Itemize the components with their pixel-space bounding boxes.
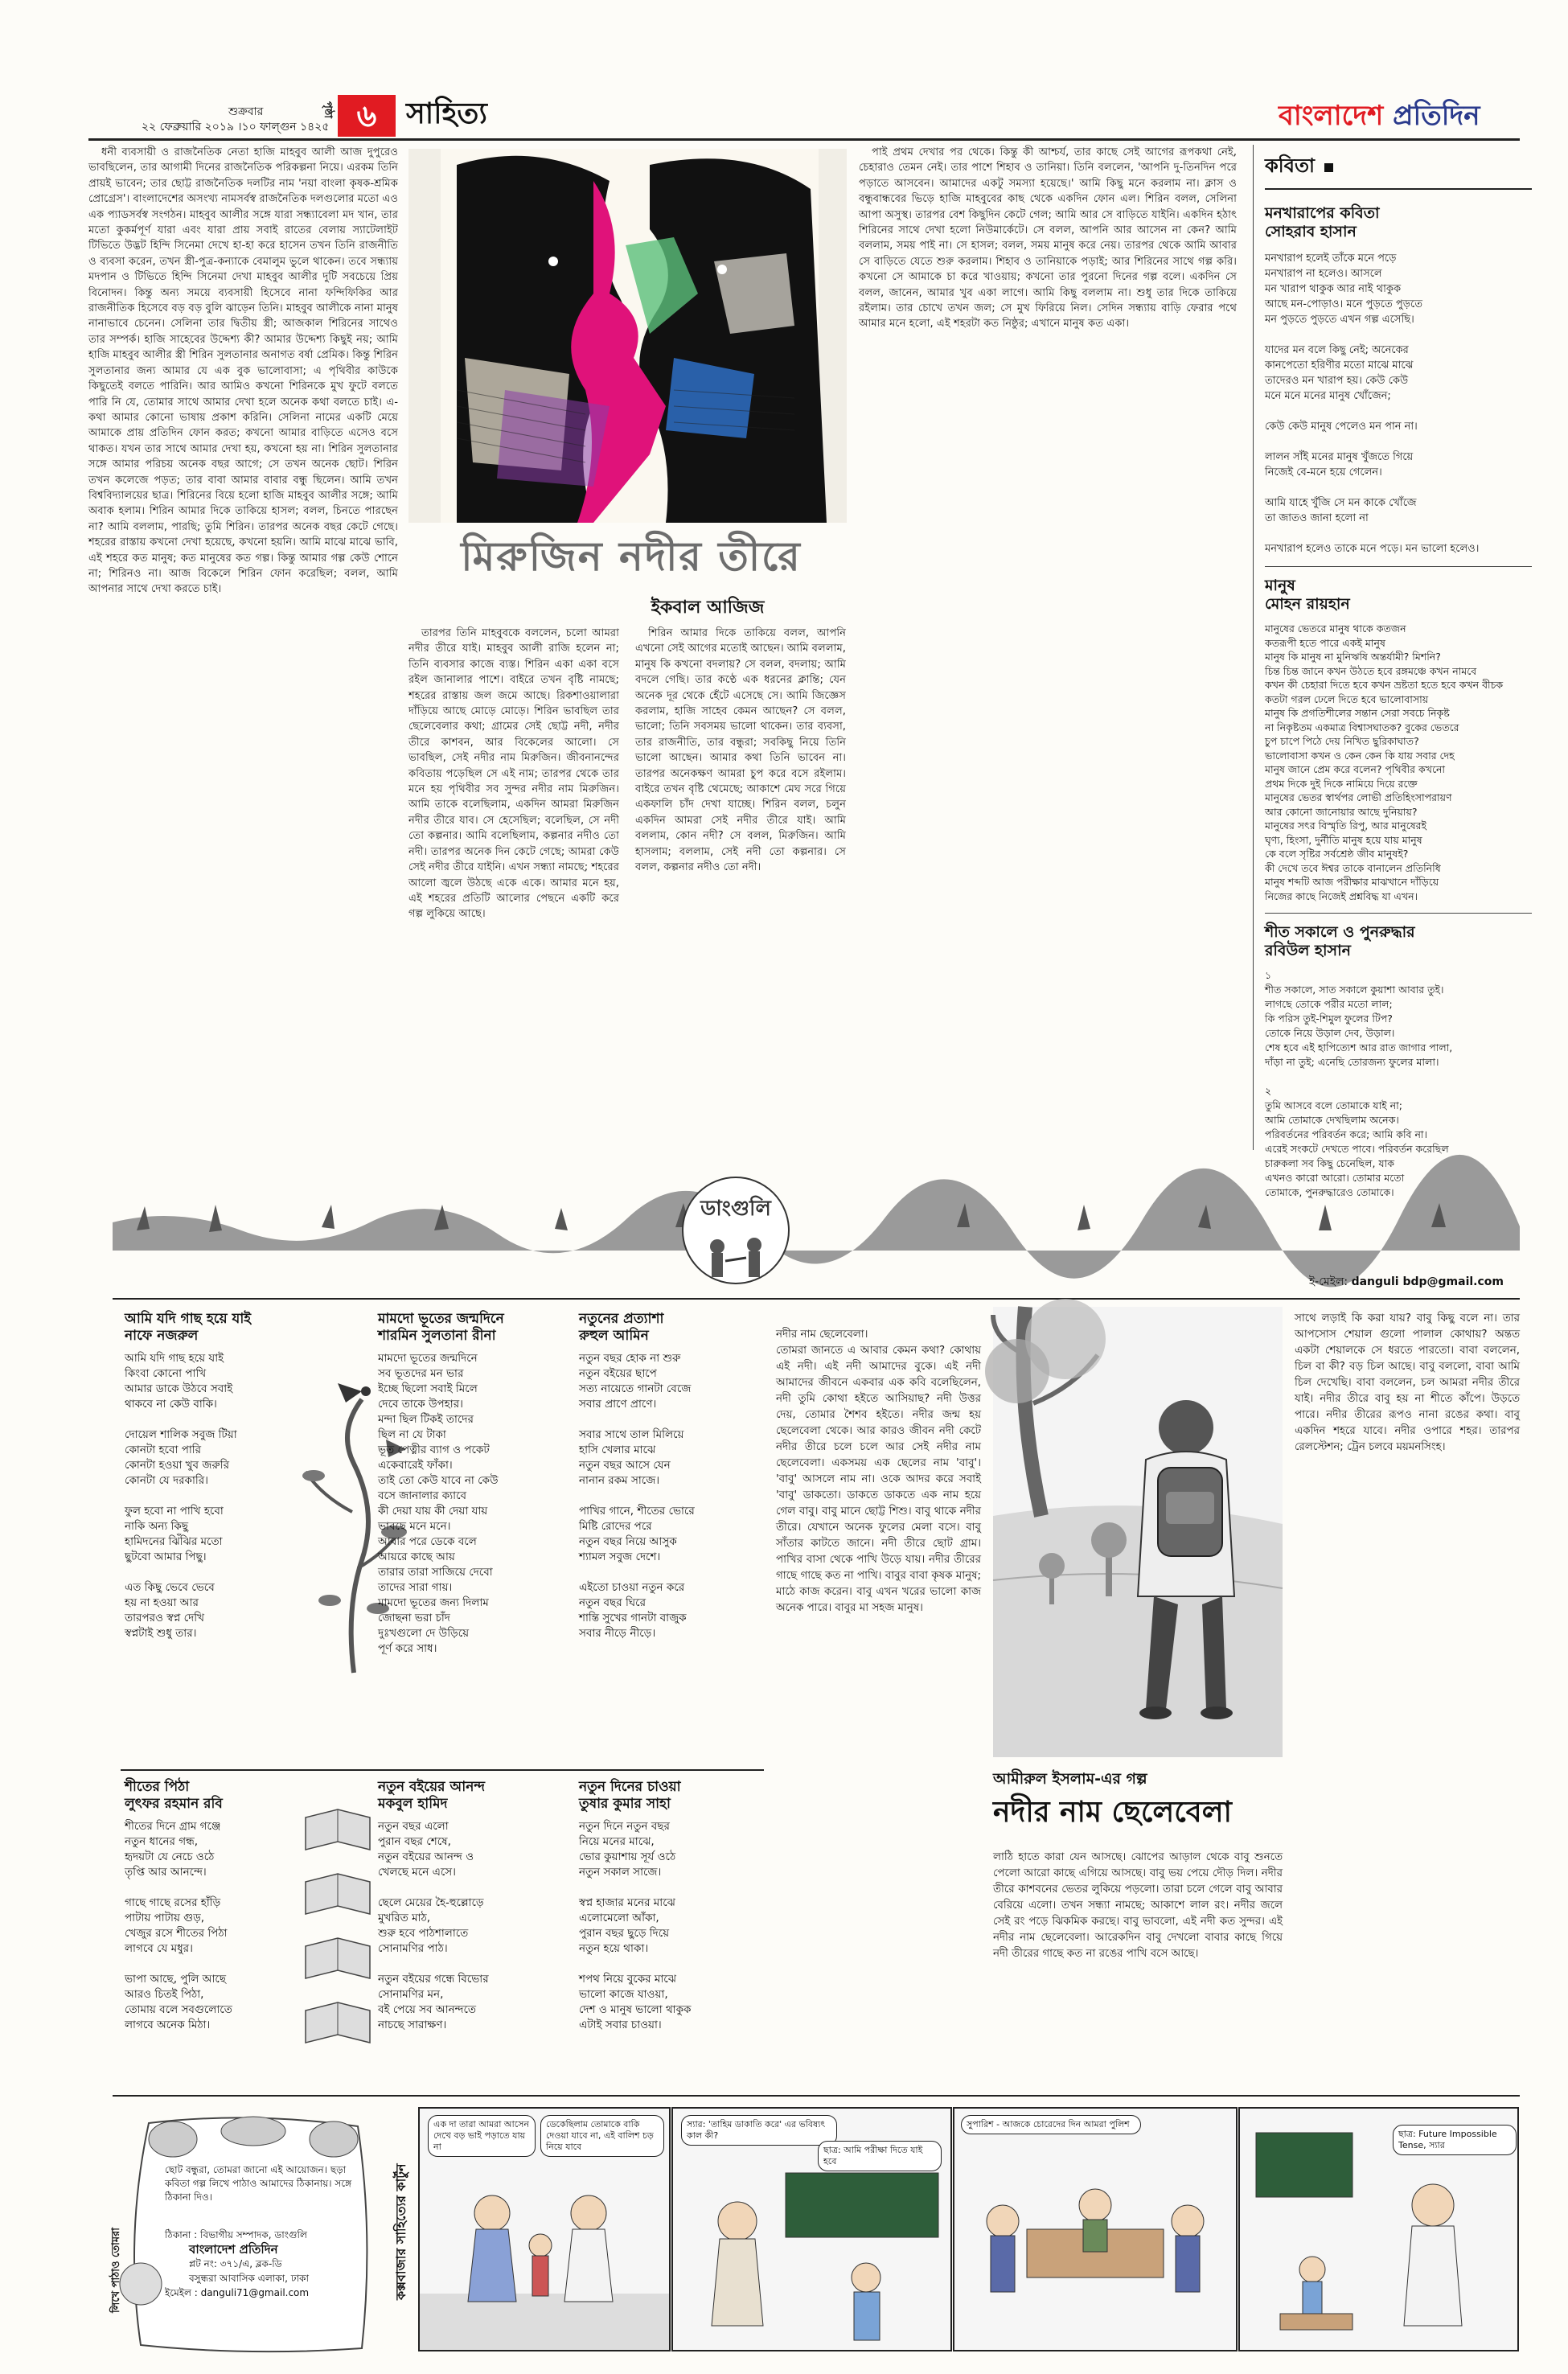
page-number: ৬ <box>356 98 377 133</box>
books-art <box>298 1801 378 2067</box>
poem3-title: শীত সকালে ও পুনরুদ্ধার <box>1265 923 1415 941</box>
contact-box <box>110 2115 382 2356</box>
dpoem5-author: মকবুল হামিদ <box>378 1796 448 1812</box>
dangguli-email-row <box>1309 1272 1504 1292</box>
boy-backpack-illustration <box>993 1307 1283 1757</box>
page-label: পৃষ্ঠা <box>322 101 334 119</box>
comic-panel-3-art <box>954 2109 1236 2350</box>
dangguli-poem-5 <box>378 1779 563 2084</box>
dstory-column-1 <box>776 1311 981 2083</box>
dangguli-banner <box>113 1174 1520 1295</box>
story-illustration <box>408 149 847 523</box>
dpoem6-body: নতুন দিনে নতুন বছর নিয়ে মনের মাঝে, ভোর কুয়াশায় সূর্য ওঠে নতুন সকাল সাজে। স্বপ্ন হাজার মনের মাঝে এলোমেলো আঁকা, পুরান বছর ছুড়ে দিয়ে নতুন হয়ে থাকা। শপথ নিয়ে বুকের মাঝে ভালো কাজে যাওয়া, দেশ ও মানুষ ভালো থাকুক এটাই সবার চাওয়া। <box>579 1820 692 2031</box>
dpoem6-author: তুষার কুমার সাহা <box>579 1796 671 1812</box>
dpoem4-author: লুৎফর রহমান রবি <box>125 1796 223 1812</box>
kobita-heading-row <box>1265 145 1532 190</box>
comic-bubble-2: ডেকেছিলাম তোমাকে বাকি দেওয়া যাবে না, এই বালিশ চড় নিয়ে যাবে <box>540 2115 664 2157</box>
square-icon <box>1324 163 1333 172</box>
masthead-part2: প্রতিদিন <box>1393 100 1480 132</box>
kobita-column <box>1253 145 1532 1198</box>
comic-bubble-4: ছাত্র: আমি পরীক্ষা দিতে যাই হবে <box>818 2141 942 2171</box>
comic-panel-1 <box>418 2107 671 2351</box>
boy-backpack-art <box>993 1307 1283 1757</box>
poem3-author: রবিউল হাসান <box>1265 942 1351 959</box>
dpoem2-title: মামদো ভূতের জন্মদিনে <box>378 1311 504 1327</box>
contact-paper: বাংলাদেশ প্রতিদিন <box>189 2242 278 2257</box>
dangguli-email-label: ই-মেইল: <box>1308 1275 1348 1288</box>
dangguli-email[interactable]: danguli bdp@gmail.com <box>1351 1275 1504 1288</box>
dpoem3-body: নতুন বছর হোক না শুরু নতুন বইয়ের ছাপে সত্য নায়েতে গানটা বেজে সবার প্রাণে প্রাণে। সবার সাথে তাল মিলিয়ে হাসি খেলার মাঝে নতুন বছর আসে যেন নানান রকম সাজে। পাখির গানে, শীতের ভোরে মিষ্টি রোদের পরে নতুন বছর নিয়ে আসুক শ্যামল সবুজ দেশে। এইতো চাওয়া নতুন করে নতুন বছর ঘিরে শান্তি সুখের গানটা বাজুক সবার নীড়ে নীড়ে। <box>579 1352 695 1640</box>
faces-illustration <box>408 149 847 523</box>
dpoem2-author: শারমিন সুলতানা রীনা <box>378 1328 496 1344</box>
comic-panel-2 <box>671 2107 952 2351</box>
contact-area: বসুন্ধরা আবাসিক এলাকা, ঢাকা <box>189 2273 309 2284</box>
dpoem5-title: নতুন বইয়ের আনন্দ <box>378 1779 486 1795</box>
comics-vertical-title: কক্সবাজার সাহিত্যের কার্টুন <box>393 2163 408 2300</box>
poem2-author: মোহন রায়হান <box>1265 595 1350 613</box>
comic-panel-3 <box>953 2107 1238 2351</box>
story-col2-text: তারপর তিনি মাহবুবকে বললেন, চলো আমরা নদীর তীরে যাই। মাহবুব আলী রাজি হলেন না; তিনি ব্যবসার কাজে ব্যস্ত। শিরিন একা একা বসে রইল জানালার পাশে। বাইরে তখন বৃষ্টি নামছে; শহরের রাস্তায় জল জমে আছে। রিকশাওয়ালারা দাঁড়িয়ে আছে মোড়ে মোড়ে। শিরিন ভাবছিল তার ছেলেবেলার কথা; গ্রামের সেই ছোট্ট নদী, নদীর তীরে কাশবন, আর বিকেলের আলো। সে ভাবছিল, সেই নদীর নাম মিরুজিন। জীবনানন্দের কবিতায় পড়েছিল সে এই নাম; তারপর থেকে তার মনে হয় পৃথিবীর সব সুন্দর নদীর নাম মিরুজিন। আমি তাকে বলেছিলাম, একদিন আমরা মিরুজিন নদীর তীরে যাব। সে হেসেছিল; বলেছিল, সে নদী তো কল্পনার। আমি বলেছিলাম, কল্পনার নদীও তো নদী। তারপর অনেক দিন কেটে গেছে; আমরা কেউ সেই নদীর তীরে যাইনি। এখন সন্ধ্যা নামছে; শহরের আলো জ্বলে উঠছে একে একে। আমার মনে হয়, এই শহরের প্রতিটি আলোর পেছনে একটি করে গল্প লুকিয়ে আছে। <box>408 627 619 921</box>
masthead-part1: বাংলাদেশ <box>1279 100 1394 132</box>
poem3-body: ১ শীত সকালে, সাত সকালে কুয়াশা আবার তুই। লাগছে তোকে পরীর মতো লাল; কি পরিস তুই-শিমুল ফুলের টিপ? তোকে নিয়ে উড়াল দেব, উড়াল। শেষ হবে এই হাপিত্যেশ আর রাত জাগার পালা, দাঁড়া না তুই; এনেছি তোরজন্য ফুলের মালা। ২ তুমি আসবে বলে তোমাকে যাই না; আমি তোমাকে দেখছিলাম অনেক। পরিবর্তনের পরিবর্তন করে; আমি কবি না। এরেই সংকটে দেখতে পাবে। পরিবর্তন করেছিল চারুকলা সব কিছু চেনেছিল, যাক এখনও কারো আরো। তোমার মতো তোমাকে, পুনরুদ্ধারেও তোমাকে। <box>1265 969 1453 1198</box>
kobita-heading: কবিতা <box>1265 154 1315 177</box>
story-column-2 <box>408 626 619 1150</box>
dangguli-poem-4 <box>125 1779 285 2084</box>
dangguli-rule <box>113 1298 1520 1300</box>
dangguli-poem-2 <box>378 1311 567 1761</box>
contact-tag: লিখে পাঠাও তোমরা <box>110 2228 122 2314</box>
dangguli-logo-text: ডাংগুলি <box>700 1197 771 1221</box>
dpoem1-author: নাফে নজরুল <box>125 1328 199 1344</box>
comics-rule <box>113 2095 1520 2097</box>
poem2-title: মানুষ <box>1265 577 1295 594</box>
story-column-4 <box>859 145 1237 1150</box>
dstory-col3-text: সাথে লড়াই কি করা যায়? বাবু কিছু বলে না। তার আপসোস শেয়াল গুলো পালাল কোথায়? অন্তত একটা শেয়ালকে সে ধরতে পারতো। বাবা বললেন, চিল বা কী? বড় চিল আছে। বাবু বললো, বাবা আমি চিল দেখেছি। বাবা বললেন, চল আমরা নদীর তীরে যাই। নদীর তীরে বাবু হয় না শীতে কাঁপে। উড়তে পারে। নদীর তীরের রূপও নানা রঙের কথা। বাবু একদিন শহরে যাবে। নদীর ওপারে শহর। তারপর রেলস্টেশন; ট্রেন চলবে ময়মনসিংহ। <box>1295 1312 1520 1453</box>
poem2-body: মানুষের ভেতরে মানুষ থাকে কতজন কতরূপী হতে পারে একই মানুষ মানুষ কি মানুষ না মুনিঋষি অন্তর্যামী? মিশনি? চিন্ত চিন্ত জানে কখন উঠতে হবে রঙ্গমঞ্চে কখন নামবে কখন কী চেহারা দিতে হবে কখন ভ্রষ্টতা হতে হবে কখন বীচক কতটা গরল ঢেলে দিতে হবে ভালোবাসায় মানুষ কি প্রগতিশীলের সন্তান সেরা সবচে নিকৃষ্ট না নিকৃষ্টতম একমাত্র বিশ্বাসঘাতক? বুকের ভেতরে চুপ চাপে পিঠে দেয় নিখিত ছুরিকাঘাত? ভালোবাসা কখন ও কেন কেন কি যায় সবার দেহ মানুষ জানে প্রেম করে বলেন? পৃথিবীর কখনো প্রথম দিকে দুই দিকে নামিয়ে দিয়ে রক্তে মানুষের ভেতর স্বার্থপর লোভী প্রতিহিংসাপরায়ণ আর কোনো জানোয়ার আছে দুনিয়ায়? মানুষের সৎর বিস্মৃতি রিপু, আর মানুষেরই ঘৃণ্য, হিংসা, দুর্নীতি মানুষ হয়ে যায় মানুষ কে বলে সৃষ্টির সর্বশ্রেষ্ঠ জীব মানুষই? কী দেখে তবে ঈশ্বর তাকে বানালেন প্রতিনিধি মানুষ শব্দটি আজ পরীক্ষার মাঝখানে দাঁড়িয়ে নিজের কাছে নিজেই প্রশ্নবিদ্ধ যা এখন। <box>1265 622 1504 902</box>
dpoem3-author: রুহুল আমিন <box>579 1328 649 1344</box>
dpoem1-title: আমি যদি গাছ হয়ে যাই <box>125 1311 252 1327</box>
poem-divider <box>1265 566 1532 567</box>
dpoem1-body: আমি যদি গাছ হয়ে যাই কিংবা কোনো পাখি আমার ডাকে উঠবে সবাই থাকবে না কেউ বাকি। দোয়েল শালিক সবুজ টিয়া কোনটা হবো পারি কোনটা হওয়া খুব জরুরি কোনটা যে দরকারি। ফুল হবো না পাখি হবো নাকি অন্য কিছু হামিদনের ঝিঁঝির মতো ছুটবো আমার পিছু। এত কিছু ভেবে ভেবে হয় না হওয়া আর তারপরও স্বপ্ন দেখি স্বপ্নটাই শুধু তার। <box>125 1352 237 1640</box>
dpoem2-body: মামদো ভূতের জন্মদিনে সব ভূতদের মন ভার ইচ্ছে ছিলো সবাই মিলে দেবে তাকে উপহার। মন্দা ছিল টিকই তাদের ছিল না যে টাকা ভূত পেত্নীর ব্যাগ ও পকেট একেবারেই ফাঁকা। তাই তো কেউ যাবে না কেউ বসে জানালার ক্যাবে কী দেয়া যায় কী দেয়া যায় ভাবছে মনে মনে। আবার পরে ডেকে বলে আয়রে কাছে আয় তারার তারা সাজিয়ে দেবো তাদের সারা গায়। মামদো ভূতের জন্য দিলাম জোছনা ভরা চাঁদ দুঃখগুলো দে উড়িয়ে পূর্ণ করে সাধ। <box>378 1352 499 1655</box>
story-column-3 <box>635 626 846 1150</box>
dpoem6-title: নতুন দিনের চাওয়া <box>579 1779 681 1795</box>
story-col1-text: ধনী ব্যবসায়ী ও রাজনৈতিক নেতা হাজি মাহবুব আলী আজ দুপুরেও ভাবছিলেন, তার আগামী দিনের রাজনৈতিক পরিকল্পনা নিয়ে। এরকম তিনি প্রায়ই ভাবেন; তার ছোট্ট রাজনৈতিক দলটির নাম 'নয়া বাংলা কৃষক-শ্রমিক প্রোগ্রেস'। বাংলাদেশের অসংখ্য নামসর্বস্ব রাজনৈতিক দলগুলোর মতো এও এক প্যাডসর্বস্ব সংগঠন। মাহবুব আলীর সঙ্গে যারা সন্ধ্যাবেলা মদ খান, তার মতো কুকর্মপূর্ণ যারা এবং যারা প্রায় সবাই রাতের বেলায় স্যাটেলাইট টিভিতে উদ্ভট হিন্দি সিনেমা দেখে হা-হা করে হাসেন তখন তিনি রাজনীতি ও ব্যবসা করেন, তখন স্ত্রী-পুত্র-কন্যাকে বেমালুম ভুলে থাকেন। তবে সন্ধ্যায় মদপান ও টিভিতে হিন্দি সিনেমা দেখা মাহবুব আলীর দুটি সবচেয়ে প্রিয় বিনোদন। কিন্তু অন্য সময়ে ব্যবসায়ী হিসেবে নানা ফন্দিফিকির আর রাজনীতিক হিসেবে বড় বড় বুলি ঝাড়েন তিনি। মাহবুব আলীকে নানা মানুষ নানাভাবে চেনেন। সেলিনা তার দ্বিতীয় স্ত্রী; আজকাল শিরিনের সাথেও তার সম্পর্ক। হাজি সাহেবের উদ্দেশ্য কী? আমার উদ্দেশ্য কিছুই নয়; আমি হাজি মাহবুব আলীর স্ত্রী শিরিন সুলতানার অনাগত বর্ষা প্রেমিক। কিন্তু শিরিন সুলতানার জন্য আমার যে এক বুক ভালোবাসা; এ পৃথিবীর কাউকে কিছুতেই বলতে পারিনি। আর আমিও কখনো শিরিনকে মুখ ফুটে বলতে পারি নি যে, তোমার সাথে আমার দেখা হলে অনেক কথা বলতে চাই। এ-কথা আমার কোনো ভাষায় প্রকাশ করিনি। সেলিনা নামের একটি মেয়ে আমাকে প্রায় প্রতিদিন ফোন করত; কখনো আমার বাড়িতে এসেও বসে থাকত। যখন তার সাথে আমার দেখা হয়, কখনো হয় না। শিরিন সুলতানার সঙ্গে আমার পরিচয় অনেক বছর আগে; সে তখন অনেক ছোট। শিরিন তখন কলেজে পড়ত; তার বাবা আমার বাবার বন্ধু ছিলেন। আমি তখন বিশ্ববিদ্যালয়ের ছাত্র। শিরিনের বিয়ে হলো হাজি মাহবুব আলীর সঙ্গে; আমি অবাক হলাম। শিরিন আমার দিকে তাকিয়ে হাসল; বলল, চিনতে পারছেন না? আমি বললাম, পারছি; তুমি শিরিন। তারপর অনেক বছর কেটে গেছে। শহরের রাস্তায় কখনো দেখা হয়েছে, কখনো হয়নি। আমি মাঝে মাঝে ভাবি, এই শহরে কত মানুষ; কত মানুষের কত গল্প। কিন্তু আমার গল্প কেউ শোনে না; শিরিনও না। আজ বিকেলে শিরিন ফোন করেছিল; বলল, আমি আপনার সাথে দেখা করতে চাই। <box>88 146 398 596</box>
dstory-column-2 <box>993 1850 1283 2083</box>
comic-panel-4 <box>1238 2107 1519 2351</box>
dangguli-poems-rule <box>121 1769 764 1771</box>
dpoem4-title: শীতের পিঠা <box>125 1779 190 1795</box>
poem1-title: মনখারাপের কবিতা <box>1265 204 1380 222</box>
story-column-1 <box>88 145 398 1150</box>
masthead <box>1279 97 1480 135</box>
dangguli-poem-6 <box>579 1779 764 2084</box>
story-col4-text: পাই প্রথম দেখার পর থেকে। কিন্তু কী আশ্চর্য, তার কাছে সেই আগের রূপকথা নেই, চেহারাও তেমন নেই। তার পাশে শিহাব ও তানিয়া। তিনি বললেন, 'আপনি দু-তিনদিন পরে পড়াতে আসবেন। আমাদের একটু সমস্যা হয়েছে।' আমি কিছু মনে করলাম না। ক্লাস ও বন্ধুবান্ধবের ভিড়ে হাজি মাহবুবের কাছ থেকে একদিন ফোন এল। শিরিন বলল, সেলিনা আপা অসুস্থ। তারপর বেশ কিছুদিন কেটে গেল; আমি আর সে বাড়িতে যাইনি। একদিন হঠাৎ শিরিনের সাথে দেখা হলো নিউমার্কেটে। সে বলল, আপনি আর আসেন না কেন? আমি বললাম, সময় পাই না। সে হাসল; বলল, সময় মানুষ করে নেয়। তারপর থেকে আমি আবার সে বাড়িতে যেতে শুরু করলাম। শিহাব ও তানিয়াকে পড়াই; আর শিরিনের সাথে গল্প করি। কখনো সে আমাকে চা করে খাওয়ায়; কখনো তার পুরনো দিনের গল্প বলে। একদিন সে বলল, জানেন, আমার খুব একা লাগে। আমি কিছু বললাম না। শুধু তার দিকে তাকিয়ে রইলাম। তার চোখে তখন জল; সে মুখ ফিরিয়ে নিল। সেদিন সন্ধ্যায় বাড়ি ফেরার পথে আমার মনে হলো, এই শহরটা কত নিষ্ঠুর; এখানে মানুষ কত একা। <box>859 146 1237 331</box>
dstory-title: নদীর নাম ছেলেবেলা <box>993 1796 1232 1829</box>
dstory-col2-text: লাঠি হাতে কারা যেন আসছে। ঝোপের আড়াল থেকে বাবু শুনতে পেলো আরো কাছে এগিয়ে আসছে। বাবু ভয় পেয়ে দৌড় দিল। নদীর তীরে কাশবনের ভেতর লুকিয়ে পড়লো। তারা চলে গেলে বাবু আবার বেরিয়ে এলো। তখন সন্ধ্যা নামছে; আকাশে লাল রং। নদীর জলে সেই রং পড়ে ঝিকমিক করছে। বাবু ভাবলো, এই নদী কত সুন্দর। এই নদীর নাম ছেলেবেলা। আরেকদিন বাবু দেখলো বাবার কাছে গিয়ে নদী তীরের গাছে কত না রঙের পাখি বসে আছে। <box>993 1851 1283 1960</box>
dangguli-logo-art <box>675 1174 796 1287</box>
issue-date: ২২ ফেব্রুয়ারি ২০১৯ ।১০ ফাল্গুন ১৪২৫ <box>142 121 330 133</box>
dangguli-logo <box>675 1174 796 1287</box>
comic-bubble-5: সুপারিশ - আজকে চোরেদের দিন আমরা পুলিশ <box>961 2115 1141 2134</box>
contact-address-label: ঠিকানা : বিভাগীয় সম্পাদক, ডাংগুলি <box>165 2229 307 2241</box>
dstory-column-3 <box>1295 1311 1520 2083</box>
section-title: সাহিত্য <box>406 97 487 130</box>
poem-divider-2 <box>1265 913 1532 914</box>
comic-bubble-1: এক দা তারা আমরা আসেন দেখে বড় ভাই পড়াতে যায় না <box>428 2115 536 2157</box>
poem1-body: মনখারাপ হলেই তাঁকে মনে পড়ে মনখারাপ না হলেও। আসলে মন খারাপ থাকুক আর নাই থাকুক আছে মন-পোড়াও। মনে পুড়তে পুড়তে মন পুড়তে পুড়তে এখন গল্প এসেছি। যাদের মন বলে কিছু নেই; অনেকের কানপেতো হরিণীর মতো মাঝে মাঝে তাদেরও মন খারাপ হয়। কেউ কেউ মনে মনে মনের মানুষ খোঁজেন; কেউ কেউ মানুষ পেলেও মন পান না। লালন সাঁই মনের মানুষ খুঁজতে গিয়ে নিজেই বে-মনে হয়ে গেলেন। আমি যাহে খুঁজি সে মন কাকে খোঁজে তা জাতও জানা হলো না মনখারাপ হলেও তাকে মনে পড়ে। মন ভালো হলেও। <box>1265 253 1480 555</box>
header-rule <box>88 138 1520 141</box>
header <box>0 0 1568 135</box>
contact-email[interactable]: ইমেইল : danguli71@gmail.com <box>165 2287 310 2298</box>
dpoem4-body: শীতের দিনে গ্রাম গঞ্জে নতুন ধানের গন্ধ, হৃদয়টা যে নেচে ওঠে তৃপ্তি আর আনন্দে। গাছে গাছে রসের হাঁড়ি পাটায় পাটায় গুড়, খেজুর রসে শীতের পিঠা লাগবে যে মধুর। ভাপা আছে, পুলি আছে আরও চিতই পিঠা, তোমায় বলে সবগুলোতে লাগবে অনেক মিঠা। <box>125 1820 232 2031</box>
comic-bubble-3: স্যার: 'তাহিম ডাকাতি করে' এর ভবিষ্যৎ কাল কী? <box>681 2115 837 2146</box>
dstory-byline: আমীরুল ইসলাম-এর গল্প <box>993 1770 1147 1788</box>
dpoem5-body: নতুন বছর এলো পুরান বছর শেষে, নতুন বইয়ের আনন্দ ও খেলছে মনে এসে। ছেলে মেয়ের হৈ-হুল্লোড়ে মুখরিত মাঠ, শুরু হবে পাঠশালাতে সোনামণির পাঠ। নতুন বইয়ের গন্ধে বিভোর সোনামণির মন, বই পেয়ে সব আনন্দতে নাচছে সারাক্ষণ। <box>378 1820 489 2031</box>
books-illustration <box>298 1801 378 2067</box>
contact-plot: প্লট নং: ৩৭১/এ, ব্লক-ডি <box>189 2258 282 2269</box>
poem1-author: সোহরাব হাসান <box>1265 223 1357 240</box>
contact-note: ছোট বন্ধুরা, তোমরা জানো এই আয়োজন। ছড়া কবিতা গল্প লিখে পাঠাও আমাদের ঠিকানায়। সঙ্গে ঠিকানা দিও। <box>165 2164 352 2203</box>
dpoem3-title: নতুনের প্রত্যাশা <box>579 1311 664 1327</box>
story-author: ইকবাল আজিজ <box>651 598 765 618</box>
comic-bubble-6: ছাত্র: Future Impossible Tense, স্যার <box>1393 2125 1517 2155</box>
story-col3-text: শিরিন আমার দিকে তাকিয়ে বলল, আপনি এখনো সেই আগের মতোই আছেন। আমি বললাম, মানুষ কি কখনো বদলায়? সে বলল, বদলায়; আমি বদলে গেছি। তার কণ্ঠে এক ধরনের ক্লান্তি; যেন অনেক দূর থেকে হেঁটে এসেছে সে। আমি জিজ্ঞেস করলাম, হাজি সাহেব কেমন আছেন? সে বলল, ভালো; তিনি সবসময় ভালো থাকেন। তার ব্যবসা, তার রাজনীতি, তার বন্ধুরা; সবকিছু নিয়ে তিনি ভালো আছেন। আমার কথা তিনি ভাবেন না। তারপর অনেকক্ষণ আমরা চুপ করে বসে রইলাম। বাইরে তখন বৃষ্টি থেমেছে; আকাশে মেঘ সরে গিয়ে একফালি চাঁদ দেখা যাচ্ছে। শিরিন বলল, চলুন একদিন আমরা সেই নদীর তীরে যাই। আমি বললাম, কোন নদী? সে বলল, মিরুজিন। আমি হাসলাম; বললাম, সেই নদী তো কল্পনার। সে বলল, কল্পনার নদীও তো নদী। <box>635 627 846 874</box>
issue-weekday: শুক্রবার <box>228 105 264 118</box>
dstory-col1-text: নদীর নাম ছেলেবেলা। তোমরা জানতে এ আবার কেমন কথা? কোথায় এই নদী। এই নদী আমাদের বুকে। এই নদী আমাদের জীবনে একবার এক কবি বলেছিলেন, নদী তুমি কোথা হইতে আসিয়াছ? নদী উত্তর দেয়, তোমার শৈশব হইতে। নদীর জন্ম হয় ছেলেবেলা থেকে। আর কারও জীবন নদী কেটে নদীর তীরে চলে চলে আর সেই নদীর নাম ছেলেবেলা। একসময় এক ছেলের নাম 'বাবু'। 'বাবু' আসলে নাম না। ওকে আদর করে সবাই 'বাবু' ডাকতো। ডাকতে ডাকতে এক নাম হয়ে গেল বাবু। বাবু মানে ছোট্ট শিশু। বাবু থাকে নদীর তীরে। যেখানে অনেক ফুলের মেলা বসে। বাবু সাঁতার কাটতে জানে। নদী তীরে ছোট গ্রাম। পাখির বাসা থেকে পাখি উড়ে যায়। নদীর তীরের গাছে গাছে কত না পাখি। বাবুর বাবা কৃষক মানুষ; মাঠে কাজ করেন। বাবু এখন খরের ভালো কাজ অনেক পারে। বাবুর মা সহজ মানুষ। <box>776 1329 981 1614</box>
contact-address <box>165 2228 366 2300</box>
story-title: মিরুজিন নদীর তীরে <box>461 533 802 580</box>
dangguli-poem-3 <box>579 1311 764 1761</box>
